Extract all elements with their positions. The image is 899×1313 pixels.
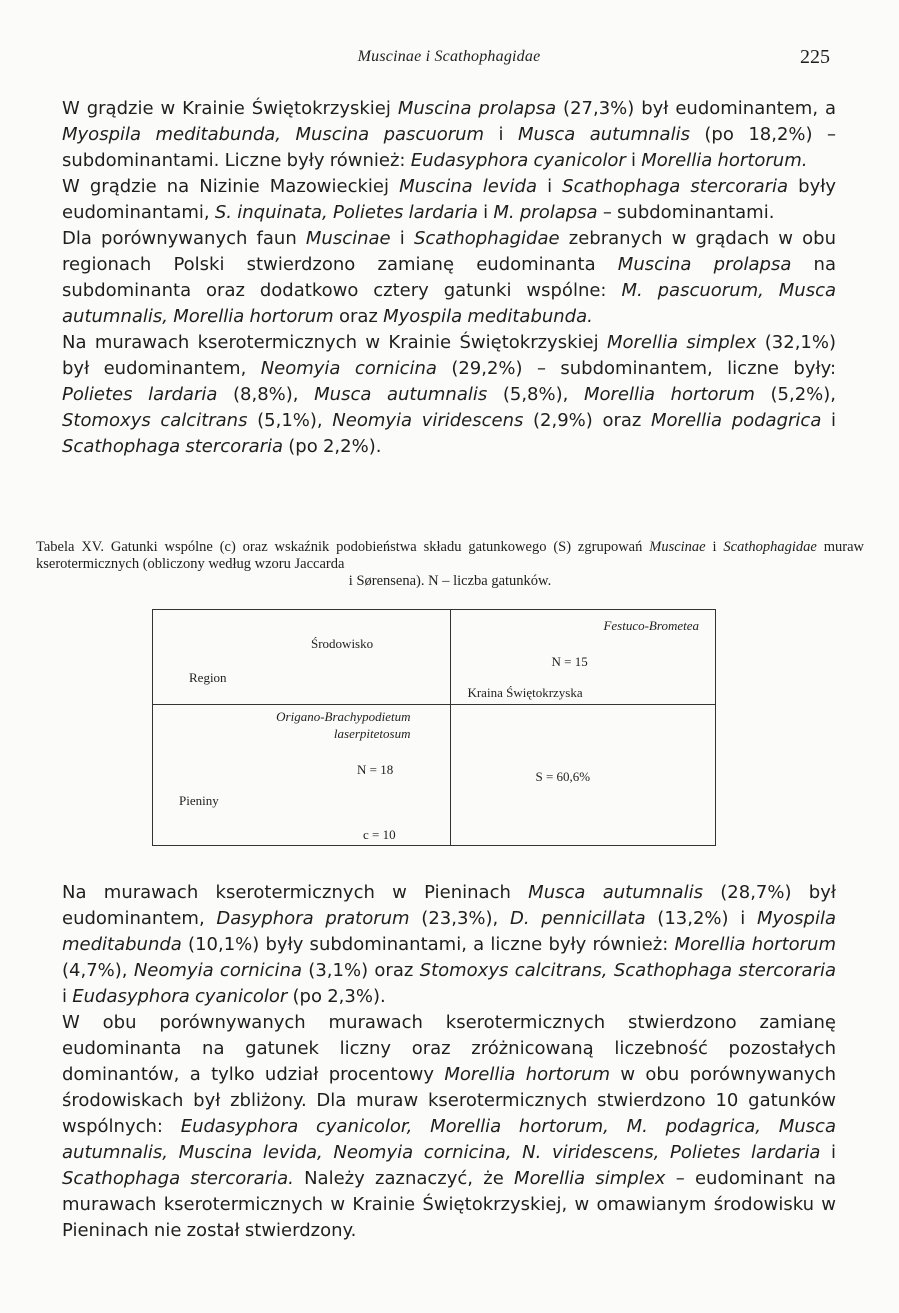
species-name: D. pennicillata xyxy=(509,908,646,929)
text-run: W grądzie w Krainie Świętokrzyskiej xyxy=(62,98,398,119)
species-name: Muscina prolapsa xyxy=(617,254,792,275)
text-run: i xyxy=(536,176,563,197)
label-region: Region xyxy=(189,670,227,685)
species-name: Scathophaga stercoraria xyxy=(562,176,789,197)
text-run: były eudominantami, xyxy=(62,176,837,223)
page-number: 225 xyxy=(800,46,830,68)
species-name: Scathophagidae xyxy=(413,228,560,249)
text-run: – eudominant na murawach kserotermicznych w Krainie Świętokrzyskiej, w omawianym środowisku w Pieninach nie został stwierdzony. xyxy=(62,1168,837,1241)
text-run: i xyxy=(821,410,837,431)
species-name: S. inquinata, Polietes lardaria xyxy=(214,202,478,223)
text-run: i xyxy=(820,1142,836,1163)
species-name: Eudasyphora cyanicolor xyxy=(410,150,626,171)
species-name: Eudasyphora cyanicolor xyxy=(72,986,288,1007)
label-srodowisko: Środowisko xyxy=(311,636,374,651)
row-header xyxy=(153,705,451,846)
text-run: zebranych w grądach w obu regionach Polski stwierdzono zamianę eudominanta xyxy=(62,228,836,275)
paragraph xyxy=(62,174,836,226)
species-name: Neomyia cornicina xyxy=(260,358,437,379)
text-run: (28,7%) był eudominantem, xyxy=(62,882,836,929)
species-name: Scathophaga stercoraria. xyxy=(62,1168,294,1189)
text-run: (23,3%), xyxy=(409,908,510,929)
species-name: Morellia hortorum xyxy=(444,1064,610,1085)
species-name: Morellia hortorum xyxy=(674,934,836,955)
text-run: oraz xyxy=(333,306,384,327)
text-run: (8,8%), xyxy=(217,384,315,405)
text-run: (29,2%) – subdominantem, liczne były: xyxy=(436,358,837,379)
table-header-corner xyxy=(153,610,451,705)
text-run: i xyxy=(625,150,642,171)
text-run: i xyxy=(477,202,494,223)
species-name: Morellia simplex xyxy=(514,1168,666,1189)
species-name: Morellia hortorum. xyxy=(641,150,808,171)
text-run: (27,3%) był eudominantem, a xyxy=(556,98,837,119)
row-environment-line1: Origano-Brachypodietum xyxy=(276,709,411,724)
text-run: i xyxy=(705,539,724,555)
text-run: i xyxy=(390,228,414,249)
species-name: Muscina prolapsa xyxy=(397,98,557,119)
column-region: Kraina Świętokrzyska xyxy=(467,685,583,700)
species-name: Muscina levida xyxy=(399,176,537,197)
species-name: M. pascuorum, Musca autumnalis, Morellia hortorum xyxy=(62,280,837,327)
text-run: i xyxy=(484,124,518,145)
running-head: Muscinae i Scathophagidae xyxy=(357,48,541,65)
paragraph xyxy=(62,226,836,330)
text-run: (10,1%) były subdominantami, a liczne były również: xyxy=(181,934,675,955)
column-header xyxy=(451,610,716,705)
page-header xyxy=(62,46,836,72)
column-n: N = 15 xyxy=(551,654,588,669)
row-n: N = 18 xyxy=(357,762,394,777)
text-run: Na murawach kserotermicznych w Pieninach xyxy=(62,882,529,903)
body-text-bottom xyxy=(62,880,836,1244)
species-name: Polietes lardaria xyxy=(62,384,218,405)
paragraph xyxy=(62,96,836,174)
text-run: i xyxy=(62,986,73,1007)
text-run: (13,2%) i xyxy=(645,908,757,929)
species-name: Morellia podagrica xyxy=(651,410,822,431)
similarity-cell xyxy=(451,705,716,846)
caption-last-line: i Sørensena). N – liczba gatunków. xyxy=(348,573,552,589)
text-run: Dla porównywanych faun xyxy=(62,228,306,249)
row-common-species: c = 10 xyxy=(363,827,396,842)
species-name: Musca autumnalis xyxy=(528,882,703,903)
text-run: (2,9%) oraz xyxy=(523,410,651,431)
similarity-table xyxy=(152,609,716,846)
species-name: M. prolapsa xyxy=(493,202,598,223)
text-run: Należy zaznaczyć, że xyxy=(293,1168,515,1189)
species-name: Musca autumnalis xyxy=(518,124,690,145)
species-name: Muscinae xyxy=(649,539,706,555)
species-name: Muscinae xyxy=(305,228,391,249)
species-name: Neomyia viridescens xyxy=(332,410,524,431)
text-run: W grądzie na Nizinie Mazowieckiej xyxy=(62,176,400,197)
species-name: Stomoxys calcitrans, Scathophaga stercoraria xyxy=(419,960,837,981)
text-run: (po 18,2%) – subdominantami. Liczne były również: xyxy=(62,124,836,171)
paragraph xyxy=(62,1010,836,1244)
text-run: Tabela XV. Gatunki wspólne (c) oraz wskaźnik podobieństwa składu gatunkowego (S) zgrupowań xyxy=(36,539,650,555)
species-name: Morellia hortorum xyxy=(583,384,755,405)
species-name: Scathophagidae xyxy=(723,539,817,555)
row-environment-line2: laserpitetosum xyxy=(333,726,411,741)
body-text-top xyxy=(62,96,836,460)
species-name: Neomyia cornicina xyxy=(133,960,302,981)
caption-text xyxy=(36,539,864,572)
species-name: Myospila meditabunda, Muscina pascuorum xyxy=(62,124,485,145)
text-run: W obu porównywanych murawach kserotermicznych stwierdzono zamianę eudominanta na gatunek liczny oraz zróżnicowaną liczebność pozostałych dominantów, a tylko udział procentowy xyxy=(62,1012,836,1085)
text-run: na subdominanta oraz dodatkowo cztery gatunki wspólne: xyxy=(62,254,836,301)
text-run: w obu porównywanych środowiskach był zbliżony. Dla muraw kserotermicznych stwierdzono 10 gatunków wspólnych: xyxy=(62,1064,836,1137)
paragraph xyxy=(62,330,836,460)
text-run: (5,2%), xyxy=(754,384,836,405)
text-run: (po 2,2%). xyxy=(283,436,382,457)
column-environment: Festuco-Brometea xyxy=(603,618,699,633)
text-run: (4,7%), xyxy=(62,960,134,981)
species-name: Eudasyphora cyanicolor, Morellia hortorum, M. podagrica, Musca autumnalis, Muscina levida, Neomyia cornicina, N. viridescens, Polietes lardaria xyxy=(62,1116,836,1163)
species-name: Dasyphora pratorum xyxy=(216,908,410,929)
species-name: Stomoxys calcitrans xyxy=(62,410,248,431)
species-name: Musca autumnalis xyxy=(314,384,488,405)
text-run: (32,1%) był eudominantem, xyxy=(62,332,837,379)
text-run: (po 2,3%). xyxy=(287,986,386,1007)
row-region: Pieniny xyxy=(179,793,219,808)
text-run: (3,1%) oraz xyxy=(301,960,420,981)
text-run: (5,8%), xyxy=(487,384,584,405)
text-run: muraw kserotermicznych (obliczony według wzoru Jaccarda xyxy=(36,539,864,572)
table-caption xyxy=(36,539,864,590)
species-name: Scathophaga stercoraria xyxy=(62,436,284,457)
text-run: – subdominantami. xyxy=(597,202,775,223)
paragraph xyxy=(62,880,836,1010)
species-name: Morellia simplex xyxy=(606,332,757,353)
similarity-value: S = 60,6% xyxy=(535,769,591,784)
text-run: (5,1%), xyxy=(247,410,333,431)
species-name: Myospila meditabunda. xyxy=(383,306,593,327)
species-name: Myospila meditabunda xyxy=(62,908,836,955)
text-run: Na murawach kserotermicznych w Krainie Świętokrzyskiej xyxy=(62,332,607,353)
